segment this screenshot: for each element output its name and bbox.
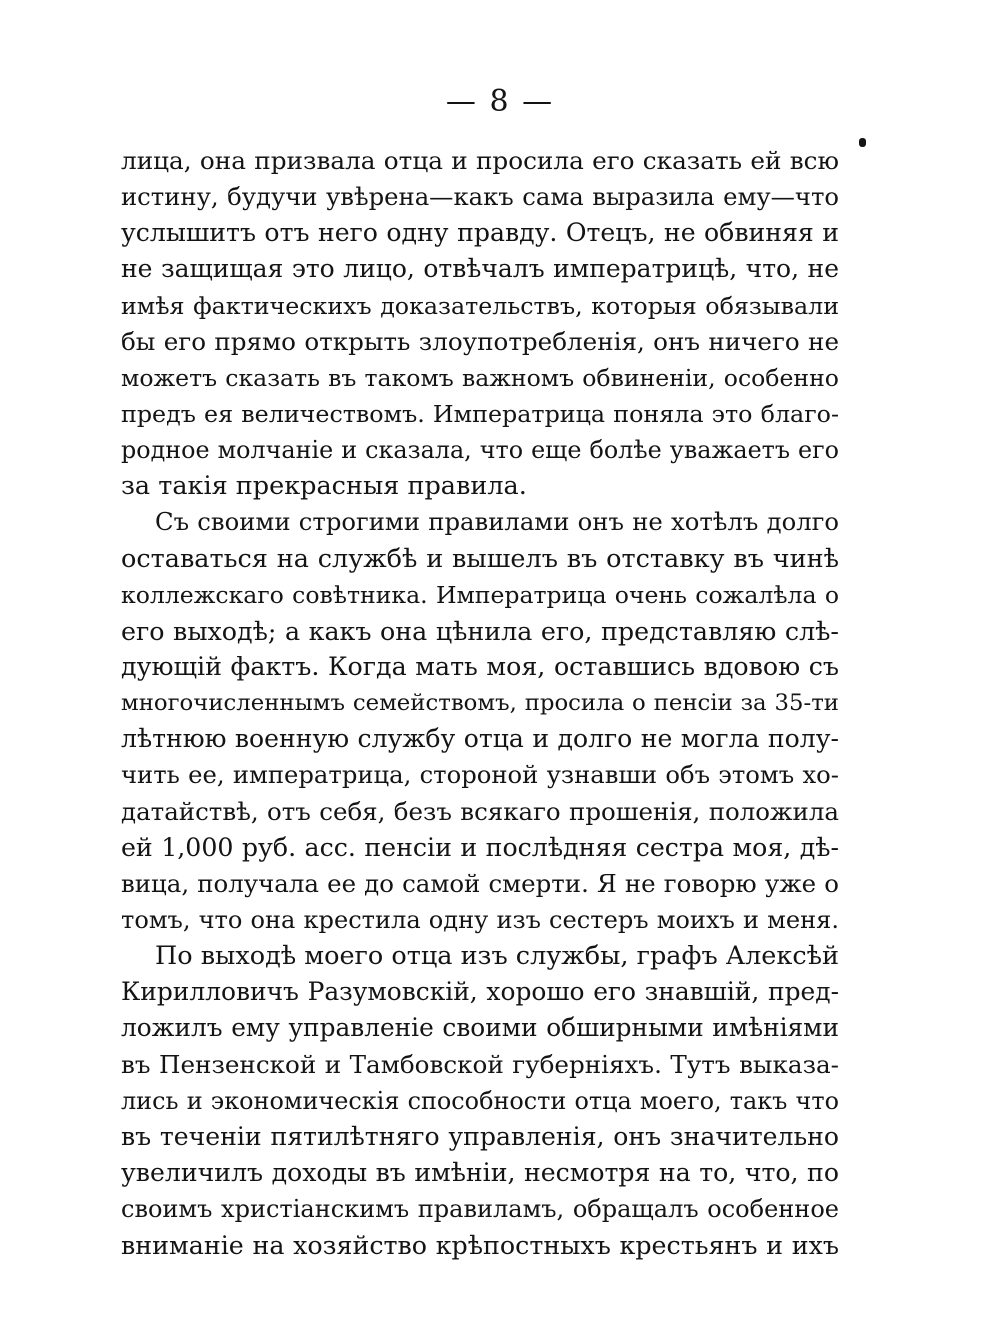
text-line: не защищая это лицо, отвѣчалъ императрицѣ, что, не: [121, 254, 839, 284]
text-line: бы его прямо открыть злоупотребленія, онъ ничего не: [121, 326, 839, 356]
text-line: въ теченіи пятилѣтняго управленія, онъ значительно: [121, 1121, 839, 1151]
text-line: въ Пензенской и Тамбовской губерніяхъ. Тутъ выказа-: [121, 1049, 839, 1079]
text-line: многочисленнымъ семействомъ, просила о пенсіи за 35-ти: [121, 690, 839, 717]
text-line: лѣтнюю военную службу отца и долго не могла полу-: [121, 724, 839, 754]
paragraph-end-line: томъ, что она крестила одну изъ сестеръ моихъ и меня.: [121, 905, 839, 934]
text-line: предъ ея величествомъ. Императрица поняла это благо-: [121, 399, 839, 428]
text-line: его выходѣ; а какъ она цѣнила его, представляю слѣ-: [121, 615, 839, 646]
text-line: имѣя фактическихъ доказательствъ, которыя обязывали: [121, 291, 839, 320]
text-line: услышитъ отъ него одну правду. Отецъ, не обвиняя и: [121, 218, 839, 248]
text-line: дующій фактъ. Когда мать моя, оставшись вдовою съ: [121, 651, 839, 681]
text-line: лица, она призвала отца и просила его сказать ей всю: [121, 146, 839, 175]
text-line: истину, будучи увѣрена—какъ сама выразила ему—что: [121, 182, 839, 212]
text-line: Кирилловичъ Разумовскій, хорошо его знавшій, пред-: [121, 977, 839, 1007]
text-line: ложилъ ему управленіе своими обширными имѣніями: [121, 1013, 839, 1043]
paragraph-start-line: Съ своими строгими правилами онъ не хотѣлъ долго: [155, 507, 839, 537]
paragraph-end-line: за такія прекрасныя правила.: [121, 471, 527, 502]
text-line: ей 1,000 руб. асс. пенсіи и послѣдняя сестра моя, дѣ-: [121, 832, 839, 862]
ink-speck: [859, 138, 866, 147]
text-line: оставаться на службѣ и вышелъ въ отставку въ чинѣ: [121, 543, 839, 574]
text-line: датайствѣ, отъ себя, безъ всякаго прошенія, положила: [121, 796, 839, 826]
page-number: — 8 —: [445, 84, 555, 119]
paragraph-start-line: По выходѣ моего отца изъ службы, графъ Алексѣй: [155, 941, 839, 972]
text-line: коллежскаго совѣтника. Императрица очень сожалѣла о: [121, 580, 839, 609]
text-line: родное молчаніе и сказала, что еще болѣе уважаетъ его: [121, 436, 839, 465]
text-line: чить ее, императрица, стороной узнавши объ этомъ хо-: [121, 760, 839, 790]
text-line: лись и экономическія способности отца моего, такъ что: [121, 1086, 839, 1115]
text-line: своимъ христіанскимъ правиламъ, обращалъ особенное: [121, 1195, 839, 1224]
text-line: вниманіе на хозяйство крѣпостныхъ крестьянъ и ихъ: [121, 1230, 839, 1261]
text-line: можетъ сказать въ такомъ важномъ обвиненіи, особенно: [121, 363, 839, 392]
text-line: вица, получала ее до самой смерти. Я не говорю уже о: [121, 868, 839, 898]
text-line: увеличилъ доходы въ имѣніи, несмотря на то, что, по: [121, 1157, 839, 1187]
body-text: [121, 143, 839, 1263]
